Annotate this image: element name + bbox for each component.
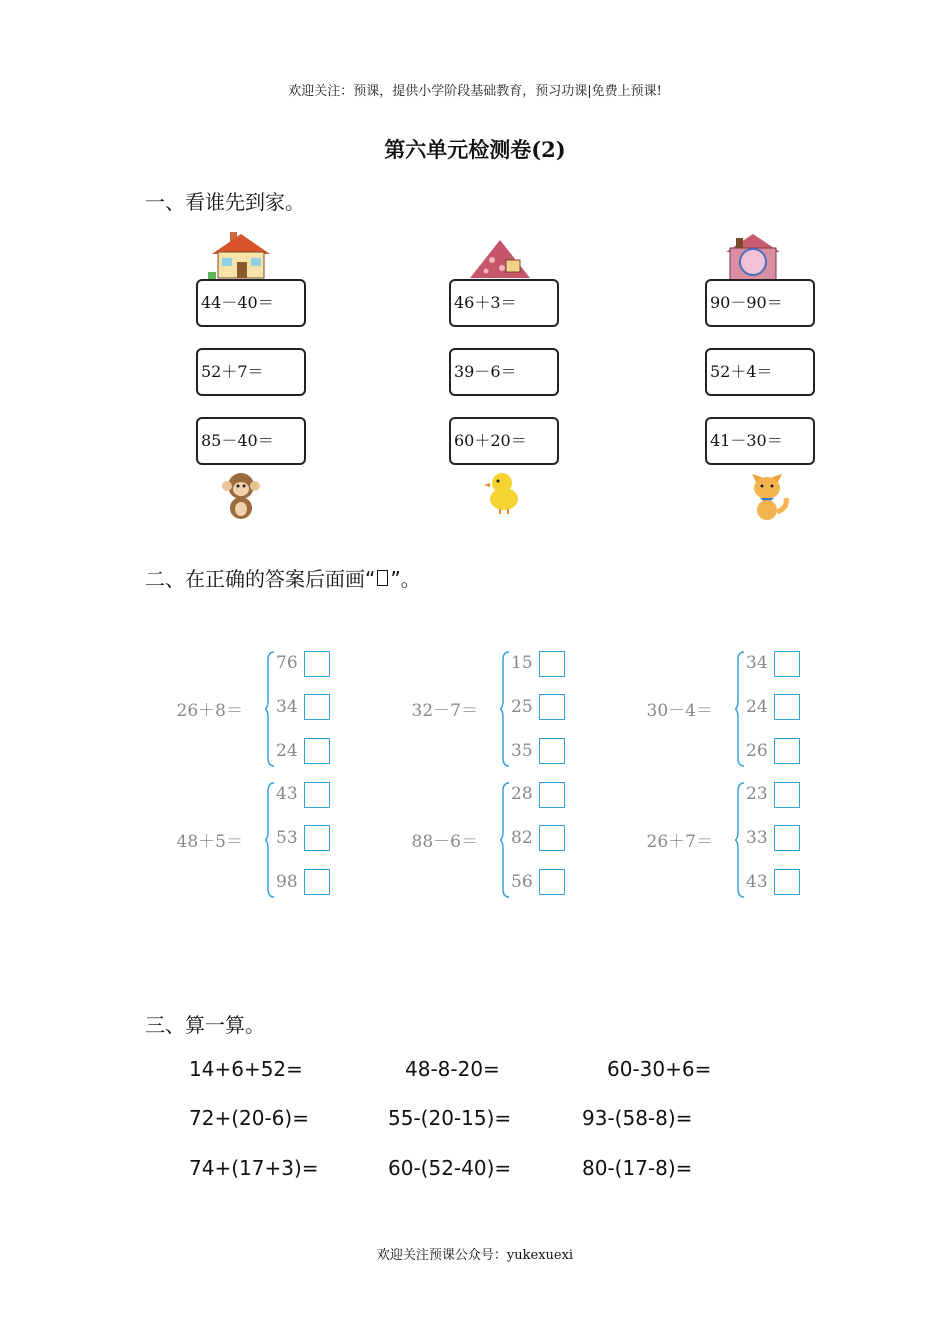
house-icon <box>208 228 274 280</box>
brace-icon <box>735 650 745 768</box>
brace-icon <box>265 781 275 899</box>
answer-checkbox[interactable] <box>539 651 565 677</box>
calc-item-9: 80-(17-8)= <box>582 1156 693 1180</box>
option-value: 15 <box>511 653 533 673</box>
choice-group-6 <box>633 781 813 901</box>
option-value: 76 <box>276 653 298 673</box>
page-title: 第六单元检测卷(2) <box>384 137 566 162</box>
group-expression: 32－7＝ <box>411 701 478 721</box>
answer-checkbox[interactable] <box>304 782 330 808</box>
option-value: 82 <box>511 828 533 848</box>
answer-checkbox[interactable] <box>304 694 330 720</box>
s1-box-1-3: 85－40＝ <box>196 417 306 465</box>
option-value: 43 <box>276 784 298 804</box>
brace-icon <box>265 650 275 768</box>
calc-item-4: 72+(20-6)= <box>189 1106 309 1130</box>
s1-box-2-1: 46＋3＝ <box>449 279 559 327</box>
choice-group-1 <box>163 650 343 770</box>
answer-checkbox[interactable] <box>774 782 800 808</box>
round-window-house-icon <box>722 232 784 280</box>
answer-checkbox[interactable] <box>539 738 565 764</box>
option-value: 33 <box>746 828 768 848</box>
calc-item-1: 14+6+52= <box>189 1057 303 1081</box>
calc-item-7: 74+(17+3)= <box>189 1156 319 1180</box>
answer-checkbox[interactable] <box>774 694 800 720</box>
section-1-heading: 一、看谁先到家。 <box>145 190 305 214</box>
answer-checkbox[interactable] <box>774 738 800 764</box>
brace-icon <box>735 781 745 899</box>
s1-box-1-2: 52＋7＝ <box>196 348 306 396</box>
option-value: 43 <box>746 872 768 892</box>
group-expression: 30－4＝ <box>646 701 713 721</box>
option-value: 25 <box>511 697 533 717</box>
group-expression: 88－6＝ <box>411 832 478 852</box>
section-2-heading-tail: ”。 <box>390 567 421 591</box>
monkey-icon <box>214 470 268 522</box>
answer-checkbox[interactable] <box>304 869 330 895</box>
option-value: 56 <box>511 872 533 892</box>
option-value: 23 <box>746 784 768 804</box>
s1-box-2-2: 39－6＝ <box>449 348 559 396</box>
answer-checkbox[interactable] <box>304 651 330 677</box>
fox-icon <box>744 468 790 522</box>
choice-group-4 <box>163 781 343 901</box>
s1-box-2-3: 60＋20＝ <box>449 417 559 465</box>
page-header: 欢迎关注：预课，提供小学阶段基础教育，预习功课|免费上预课! <box>288 84 662 99</box>
option-value: 26 <box>746 741 768 761</box>
option-value: 35 <box>511 741 533 761</box>
option-value: 98 <box>276 872 298 892</box>
answer-checkbox[interactable] <box>774 651 800 677</box>
chick-icon <box>484 470 524 514</box>
option-value: 53 <box>276 828 298 848</box>
answer-checkbox[interactable] <box>539 825 565 851</box>
s1-box-3-1: 90－90＝ <box>705 279 815 327</box>
answer-checkbox[interactable] <box>539 869 565 895</box>
section-2-heading-text: 二、在正确的答案后面画“ <box>145 567 376 591</box>
option-value: 28 <box>511 784 533 804</box>
brace-icon <box>500 781 510 899</box>
group-expression: 48＋5＝ <box>176 832 243 852</box>
answer-checkbox[interactable] <box>304 825 330 851</box>
section-2-heading <box>145 563 421 592</box>
check-symbol-box <box>377 570 388 586</box>
group-expression: 26＋7＝ <box>646 832 713 852</box>
option-value: 24 <box>746 697 768 717</box>
brace-icon <box>500 650 510 768</box>
s1-box-1-1: 44－40＝ <box>196 279 306 327</box>
answer-checkbox[interactable] <box>539 694 565 720</box>
answer-checkbox[interactable] <box>539 782 565 808</box>
calc-item-8: 60-(52-40)= <box>388 1156 512 1180</box>
choice-group-5 <box>398 781 578 901</box>
calc-item-2: 48-8-20= <box>405 1057 500 1081</box>
option-value: 34 <box>746 653 768 673</box>
answer-checkbox[interactable] <box>304 738 330 764</box>
calc-item-6: 93-(58-8)= <box>582 1106 693 1130</box>
calc-item-5: 55-(20-15)= <box>388 1106 512 1130</box>
option-value: 24 <box>276 741 298 761</box>
choice-group-2 <box>398 650 578 770</box>
s1-box-3-3: 41－30＝ <box>705 417 815 465</box>
section-3-heading: 三、算一算。 <box>145 1013 265 1037</box>
option-value: 34 <box>276 697 298 717</box>
answer-checkbox[interactable] <box>774 825 800 851</box>
answer-checkbox[interactable] <box>774 869 800 895</box>
group-expression: 26＋8＝ <box>176 701 243 721</box>
s1-box-3-2: 52＋4＝ <box>705 348 815 396</box>
page-footer: 欢迎关注预课公众号：yukexuexi <box>376 1248 574 1263</box>
mushroom-house-icon <box>468 238 532 280</box>
choice-group-3 <box>633 650 813 770</box>
calc-item-3: 60-30+6= <box>607 1057 712 1081</box>
